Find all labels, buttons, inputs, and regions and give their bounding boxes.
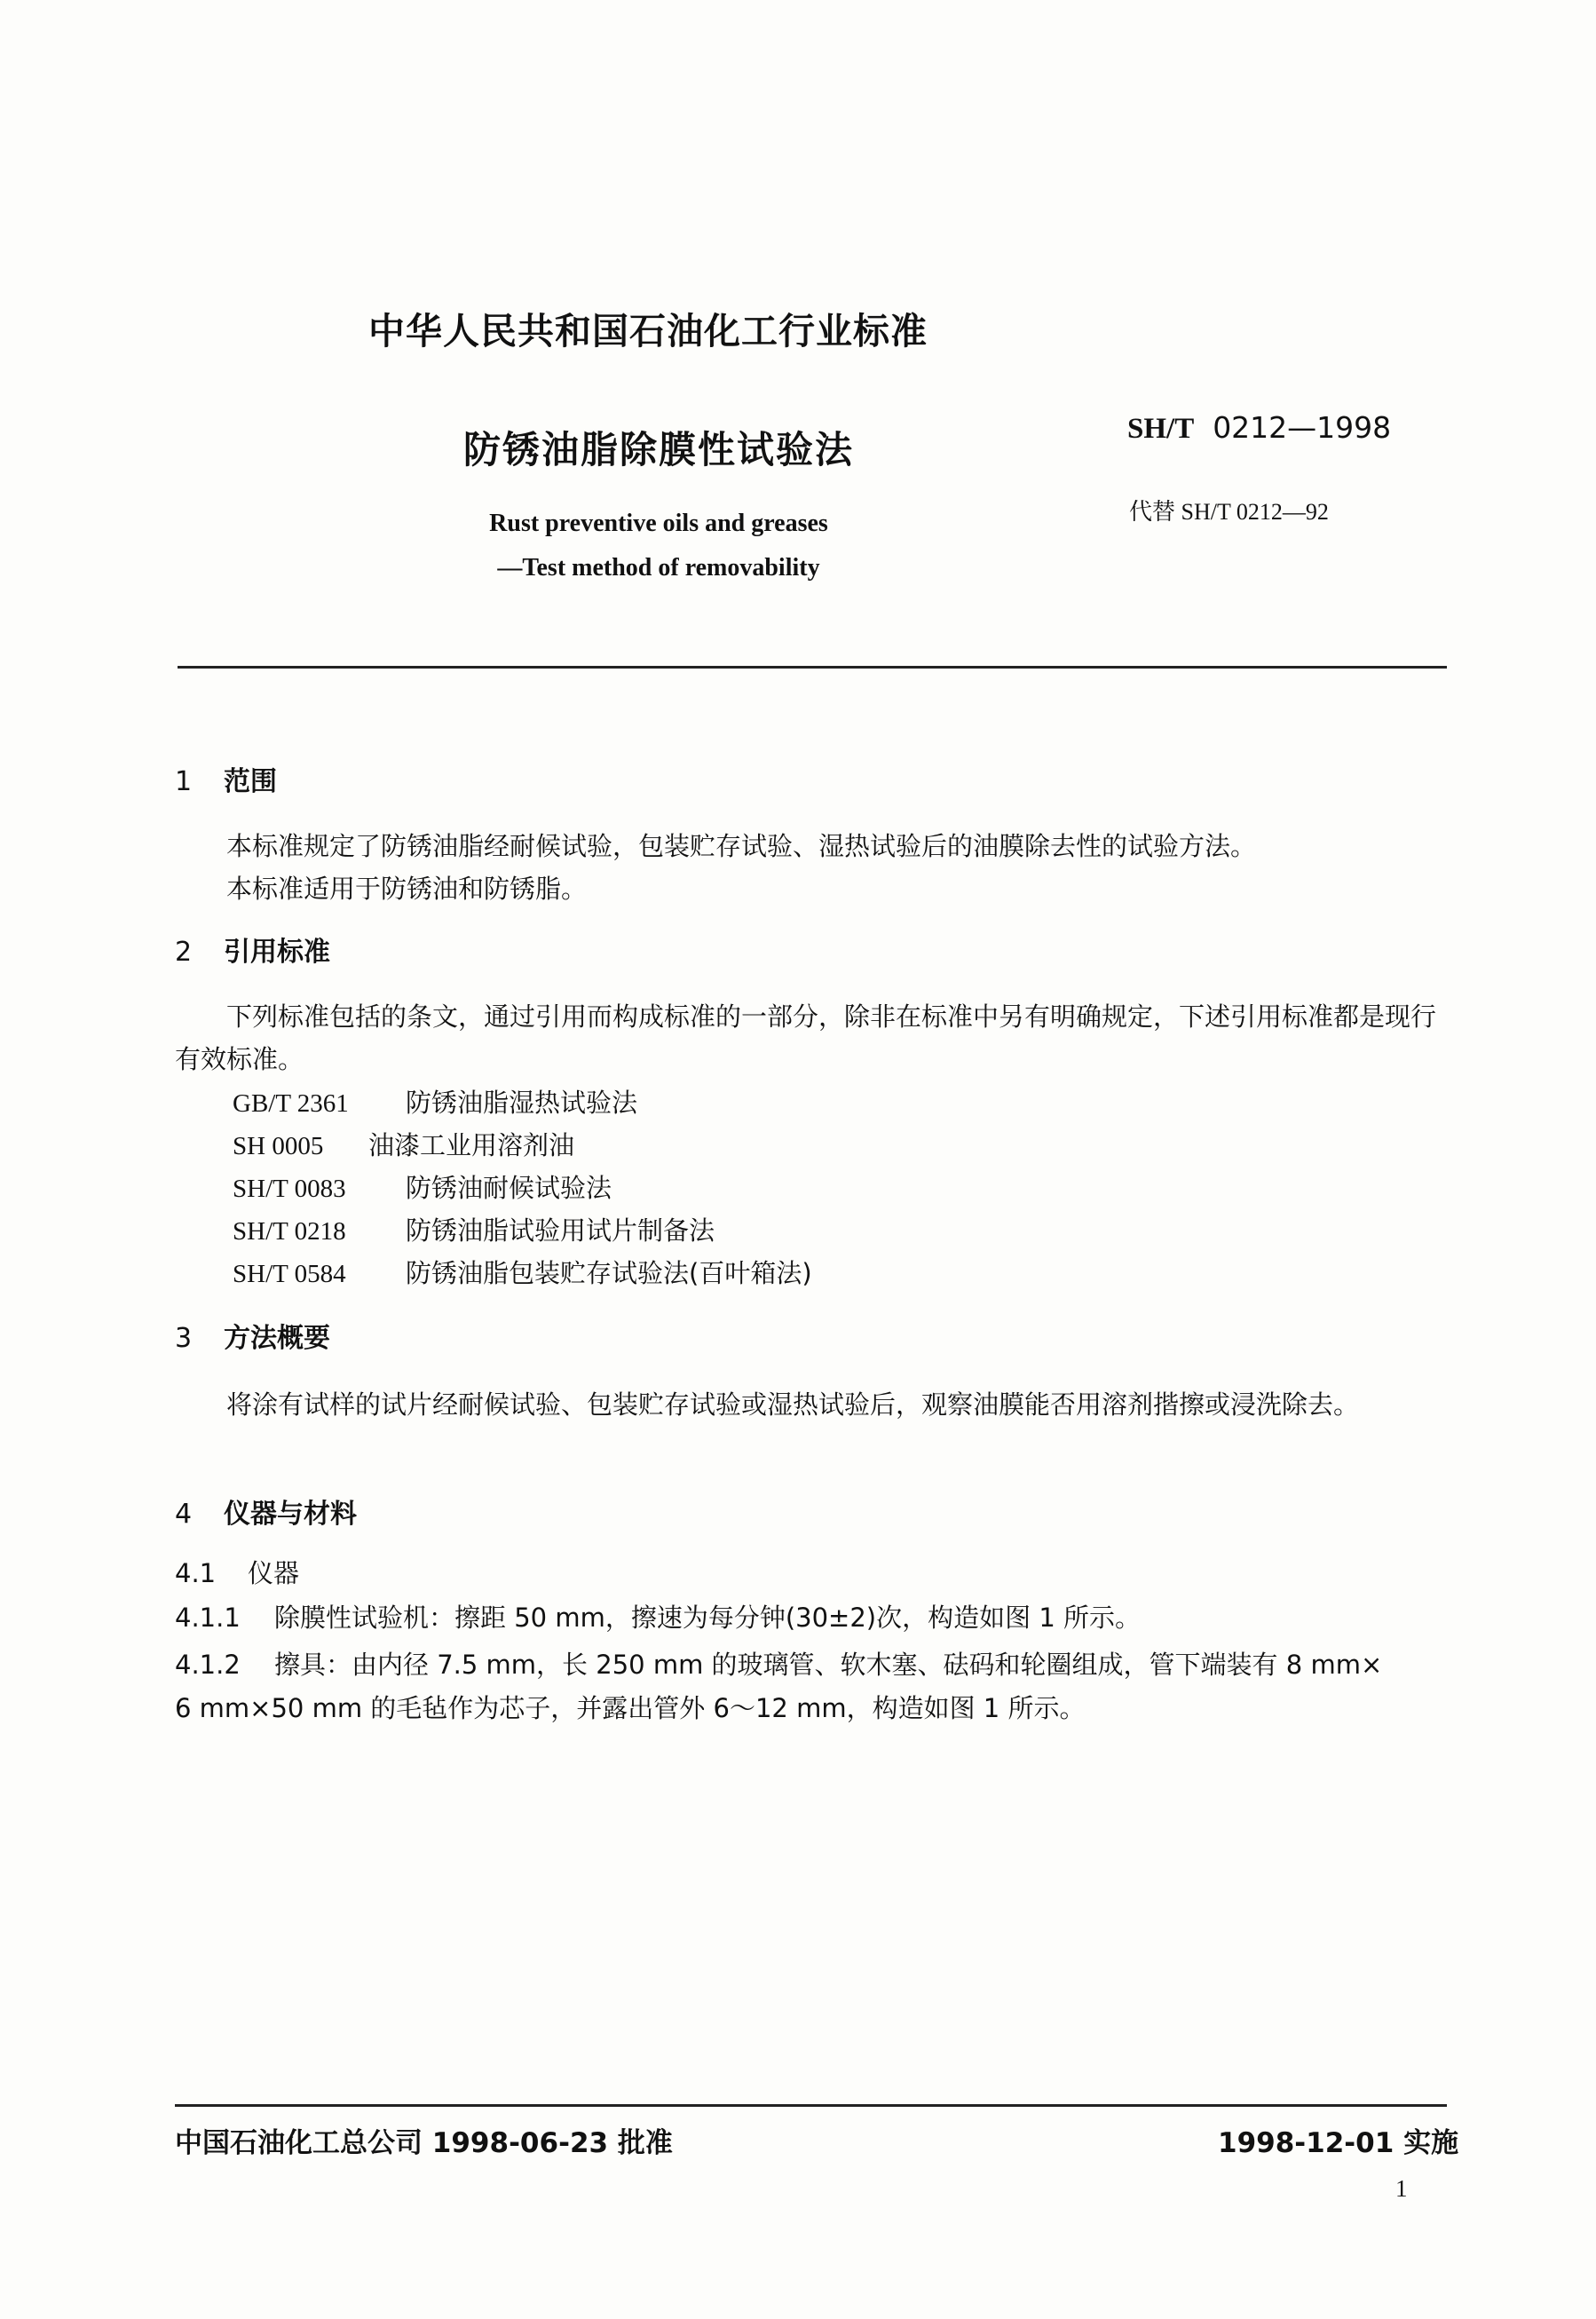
reference-code: SH/T 0083 xyxy=(233,1175,346,1203)
section-3-heading xyxy=(175,1316,330,1355)
clause-number: 4.1.1 xyxy=(175,1603,241,1633)
reference-item xyxy=(233,1168,612,1205)
section-title: 范围 xyxy=(224,766,277,797)
footer-divider xyxy=(175,2104,1447,2107)
reference-name: 防锈油脂包装贮存试验法(百叶箱法) xyxy=(406,1258,812,1288)
section-1-heading xyxy=(175,759,277,798)
page-number: 1 xyxy=(1395,2175,1408,2202)
section-title: 引用标准 xyxy=(224,937,330,968)
standard-code-number: 0212—1998 xyxy=(1213,410,1392,445)
reference-item xyxy=(233,1211,715,1247)
section-2-intro: 下列标准包括的条文，通过引用而构成标准的一部分，除非在标准中另有明确规定，下述引用标准都是现行有效标准。 xyxy=(175,1001,1437,1074)
replaces-note: 代替 SH/T 0212—92 xyxy=(1129,499,1329,525)
clause-text: 擦具：由内径 7.5 mm，长 250 mm 的玻璃管、软木塞、砝码和轮圈组成，管下端装有 8 mm× xyxy=(274,1650,1383,1680)
reference-code: SH/T 0584 xyxy=(233,1260,346,1288)
reference-name: 防锈油脂试验用试片制备法 xyxy=(406,1215,715,1246)
reference-name: 防锈油脂湿热试验法 xyxy=(406,1088,638,1118)
section-number: 4 xyxy=(175,1499,193,1530)
reference-code: SH/T 0218 xyxy=(233,1217,346,1246)
reference-item xyxy=(233,1083,637,1120)
section-number: 3 xyxy=(175,1323,193,1354)
reference-name: 油漆工业用溶剂油 xyxy=(368,1130,575,1160)
header-divider xyxy=(178,666,1447,669)
subsection-title: 仪器 xyxy=(248,1558,300,1588)
standard-title-en-line1: Rust preventive oils and greases xyxy=(489,510,828,537)
section-2-heading xyxy=(175,930,330,969)
reference-item xyxy=(233,1254,812,1290)
subsection-4-1 xyxy=(175,1554,299,1590)
section-number: 1 xyxy=(175,766,193,797)
standard-title-en-line2: —Test method of removability xyxy=(497,554,820,582)
standard-code-prefix: SH/T xyxy=(1127,413,1195,445)
implementation-date: 1998-12-01 实施 xyxy=(1218,2127,1459,2159)
reference-name: 防锈油耐候试验法 xyxy=(406,1173,612,1203)
section-1-paragraph-2: 本标准适用于防锈油和防锈脂。 xyxy=(226,874,588,904)
subsection-number: 4.1 xyxy=(175,1558,217,1588)
section-3-paragraph: 将涂有试样的试片经耐候试验、包装贮存试验或湿热试验后，观察油膜能否用溶剂揩擦或浸洗除去。 xyxy=(226,1389,1360,1420)
clause-number: 4.1.2 xyxy=(175,1650,241,1680)
clause-4-1-2-continued: 6 mm×50 mm 的毛毡作为芯子，并露出管外 6～12 mm，构造如图 1 所示。 xyxy=(175,1693,1086,1723)
approval-line: 中国石油化工总公司 1998-06-23 批准 xyxy=(175,2127,673,2159)
standard-code xyxy=(1127,410,1391,446)
standard-title-cn: 防锈油脂除膜性试验法 xyxy=(462,428,854,471)
section-title: 方法概要 xyxy=(224,1323,330,1354)
reference-code: GB/T 2361 xyxy=(233,1089,349,1118)
section-number: 2 xyxy=(175,937,193,968)
reference-item xyxy=(233,1126,574,1162)
section-4-heading xyxy=(175,1492,357,1531)
clause-4-1-1 xyxy=(175,1598,1141,1634)
clause-4-1-2 xyxy=(175,1645,1382,1682)
standard-category-heading: 中华人民共和国石油化工行业标准 xyxy=(368,310,928,352)
clause-text: 除膜性试验机：擦距 50 mm，擦速为每分钟(30±2)次，构造如图 1 所示。 xyxy=(274,1603,1142,1633)
section-1-paragraph-1: 本标准规定了防锈油脂经耐候试验，包装贮存试验、湿热试验后的油膜除去性的试验方法。 xyxy=(226,831,1257,861)
section-title: 仪器与材料 xyxy=(224,1499,357,1530)
reference-code: SH 0005 xyxy=(233,1132,324,1160)
